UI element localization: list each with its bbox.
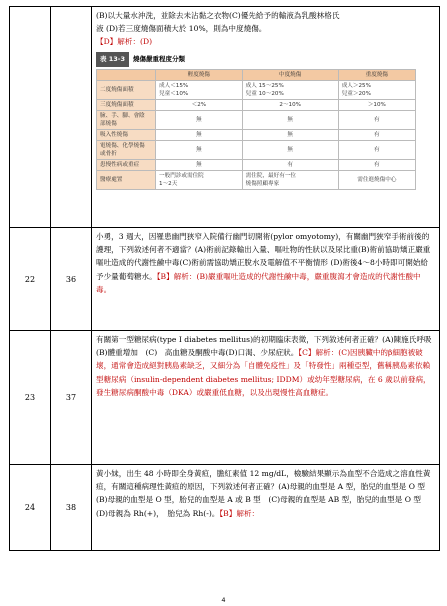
table-row [10,228,440,331]
burn-table-header-cell: 重度燒傷 [338,69,415,80]
answer-text: 【D】解析：(D) [96,37,153,47]
burn-table-cell: 無 [156,110,243,129]
burn-table-row-label: 臉、手、腳、會陰 部燒傷 [97,110,156,129]
question-text-cell [92,228,440,331]
burn-table-cell: 無 [156,159,243,170]
burn-table-row [97,170,416,189]
burn-table-row [97,129,416,140]
burn-table-row [97,140,416,159]
answer-explanation: 【B】解析： [219,508,260,518]
burn-table-body [97,80,416,189]
table-number-badge: 表 13-3 [96,52,129,67]
burn-table-row-label: 電燒傷、化學燒傷 或骨折 [97,140,156,159]
burn-table-caption [96,52,435,67]
burn-table-row-label: 三度燒傷面積 [97,99,156,110]
burn-table-cell: 成人 15～25% 兒童 10～20% [242,80,338,99]
burn-severity-table [96,69,416,190]
burn-table-row-label: 吸入性燒傷 [97,129,156,140]
table-row [10,331,440,465]
burn-table-cell: 需住進燒傷中心 [338,170,415,189]
burn-table-row [97,99,416,110]
burn-table-header-row [97,69,416,80]
burn-table-cell: 成人＜15% 兒童＜10% [156,80,243,99]
burn-table-cell: 有 [242,159,338,170]
burn-table-cell: 需住院，最好有一位 燒傷照顧專家 [242,170,338,189]
burn-table-cell: 有 [338,140,415,159]
burn-table-cell: 無 [242,140,338,159]
burn-table-cell: 成人＞25% 兒童＞20% [338,80,415,99]
burn-table-cell: ＜2% [156,99,243,110]
question-text [92,228,439,297]
empty-cell-no [10,7,51,228]
table-row-continued [10,7,440,228]
burn-table-row-label: 患慢性病或重症 [97,159,156,170]
burn-table-cell: 有 [338,159,415,170]
burn-table-cell: 有 [338,110,415,129]
page-number: 4 [221,596,226,604]
burn-table-row-label: 二度燒傷面積 [97,80,156,99]
burn-table-row [97,110,416,129]
burn-table-row [97,159,416,170]
continued-question-cell [92,7,440,228]
answer-explanation: 【B】解析：(B)嚴重嘔吐造成的代謝性鹼中毒，嚴重腹瀉才會造成的代謝性酸中毒。 [96,271,421,294]
question-number: 36 [51,228,92,331]
question-body: 有關第一型糖尿病(type I diabetes mellitus)的初期臨床表徵，下列敘述何者正確？(A)陳施氏呼吸 (B)體重增加 (C) 高血糖及酮酸中毒(D)口渴、少尿症狀。 [96,335,447,358]
item-number: 24 [10,465,51,551]
burn-table-header-cell: 中度燒傷 [242,69,338,80]
answer-explanation: 【C】解析：(C)因胰臟中的β細胞被破壞，通常會造成絕對胰島素缺乏，又細分為「自體免疫性」及「特發性」兩種亞型，舊稱胰島素依賴型糖尿病（insulin-dependent diabetes mellitus; IDDM）或幼年型糖尿病，在 6 歲以前發病，發生糖尿病酮酸中毒（DKA）或嚴重低血糖，以及出現慢性高血糖症。 [96,348,431,397]
question-number: 38 [51,465,92,551]
burn-table-cell: 有 [338,129,415,140]
burn-table-header-cell [97,69,156,80]
question-number: 37 [51,331,92,465]
burn-table-cell: 無 [242,110,338,129]
burn-table-cell: 無 [156,129,243,140]
question-text-cell [92,465,440,551]
burn-table-cell: 無 [156,140,243,159]
table-row [10,465,440,551]
question-text [92,331,447,400]
item-number: 22 [10,228,51,331]
item-number: 23 [10,331,51,465]
burn-table-cell: 無 [242,129,338,140]
question-table [9,6,447,551]
burn-table-row [97,80,416,99]
empty-cell-num [51,7,92,228]
option-text-line2: 液 (D)若三度燒傷面積大於 10%，則為中度燒傷。 [96,24,267,34]
burn-table-cell: 2～10% [242,99,338,110]
question-text [92,465,439,521]
question-body: 黃小妹，出生 48 小時即全身黃疸，膽紅素值 12 mg/dL，檢驗結果顯示為血型不合造成之溶血性黃疸，有關這種病理性黃疸的原因，下列敘述何者正確？(A)母親的血型是 A 型，胎兒的血型是 O 型 (B)母親的血型是 O 型，胎兒的血型是 A 或 B 型 (C)母親的血型是 AB 型，胎兒的血型是 O 型 (D)母親為 Rh(+)， 胎兒為 Rh(-)。 [96,469,433,518]
question-body: 小勇，3 週大，因罹患幽門狹窄入院備行幽門切開術(pylor omyotomy)，有關幽門狹窄手術前後的護理，下列敘述何者不適當？(A)術前記錄輸出入量、嘔吐物的性狀以及尿比重(B)術前協助矯正嚴重嘔吐造成的代謝性鹼中毒(C)術前需協助矯正脫水及電解值不平衡情形 (D)術後4～8小時即可開始給予少量葡萄糖水。 [96,232,431,281]
burn-table-row-label: 醫療處置 [97,170,156,189]
burn-table-header-cell: 輕度燒傷 [156,69,243,80]
burn-table-cell: ＞10% [338,99,415,110]
burn-table-cell: 一般門診或需住院 1～2天 [156,170,243,189]
question-text-cell [92,331,447,465]
table-title: 燒傷嚴重程度分類 [133,54,186,63]
option-text-line1: (B)以大量水沖洗，並除去未沾黏之衣物(C)優先給予的輸液為乳酸林格氏 [96,11,340,20]
